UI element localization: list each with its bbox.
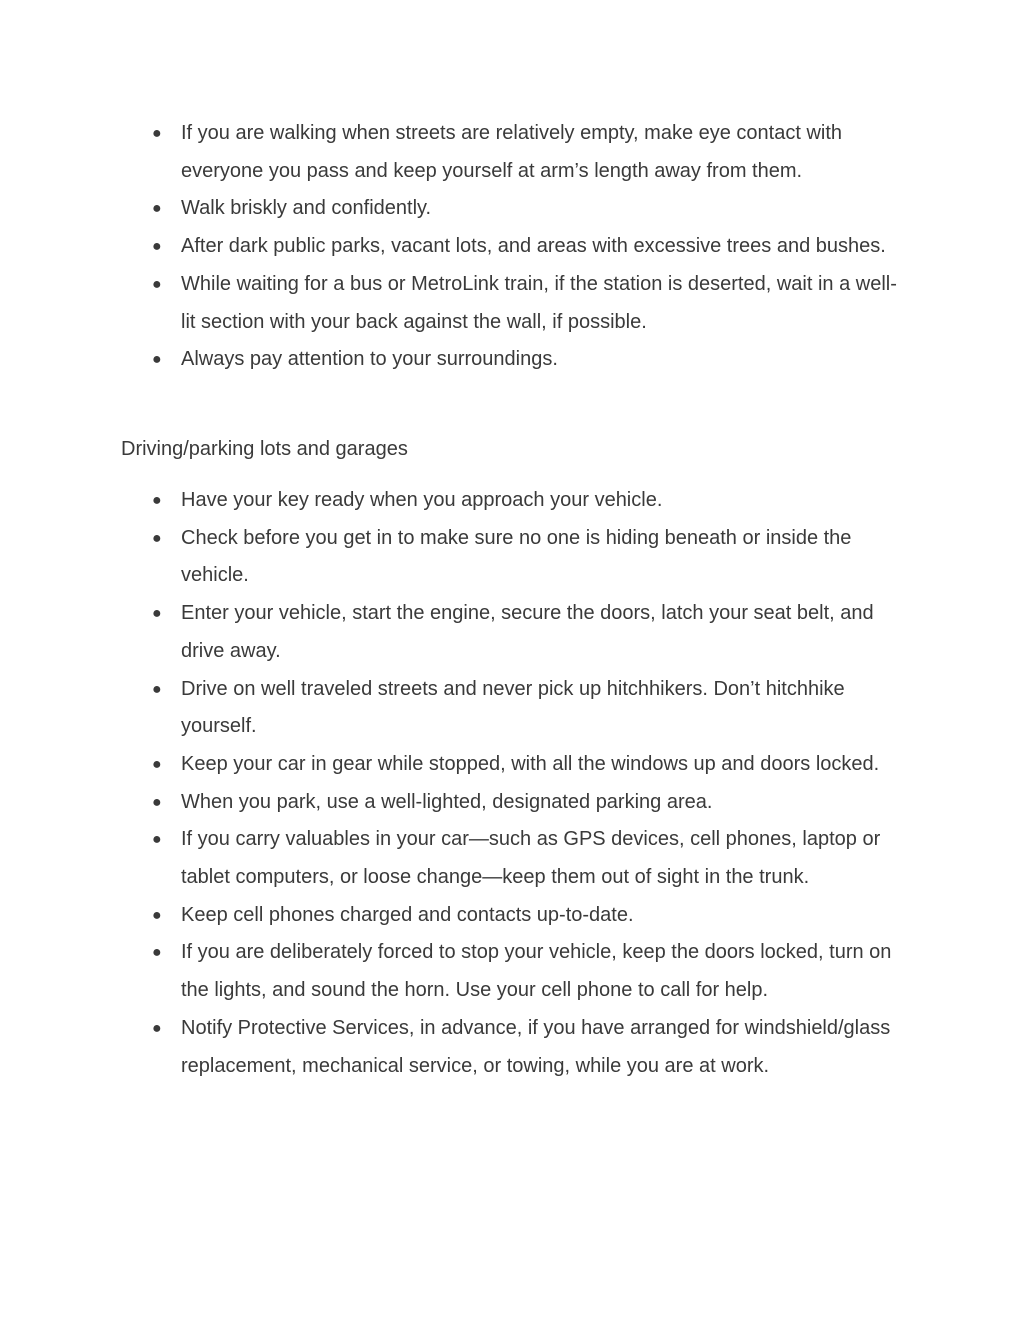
bullet-icon: ● bbox=[152, 529, 162, 547]
list-item-text: After dark public parks, vacant lots, and areas with excessive trees and bushes. bbox=[181, 235, 886, 258]
bullet-icon: ● bbox=[152, 680, 162, 698]
list-item bbox=[121, 115, 911, 190]
list-item-text: Always pay attention to your surroundings. bbox=[181, 348, 558, 371]
list-item-text: If you are deliberately forced to stop your vehicle, keep the doors locked, turn on the lights, and sound the horn. Use your cell phone to call for help. bbox=[181, 941, 892, 1002]
list-item bbox=[121, 520, 911, 595]
bullet-icon: ● bbox=[152, 793, 162, 811]
list-item bbox=[121, 1010, 911, 1085]
bullet-icon: ● bbox=[152, 755, 162, 773]
list-item bbox=[121, 341, 911, 379]
list-item-text: Enter your vehicle, start the engine, secure the doors, latch your seat belt, and drive away. bbox=[181, 602, 874, 662]
list-item-text: Drive on well traveled streets and never pick up hitchhikers. Don’t hitchhike yourself. bbox=[181, 677, 845, 738]
list-item bbox=[121, 190, 911, 228]
list-item bbox=[121, 266, 911, 341]
bullet-icon: ● bbox=[152, 492, 162, 509]
list-item bbox=[121, 746, 911, 784]
section-heading-driving: Driving/parking lots and garages bbox=[121, 438, 408, 460]
list-item bbox=[121, 897, 911, 935]
list-item-text: If you carry valuables in your car—such as GPS devices, cell phones, laptop or tablet computers, or loose change—keep them out of sight in the trunk. bbox=[181, 828, 881, 889]
list-item bbox=[121, 821, 911, 896]
list-item-text: While waiting for a bus or MetroLink train, if the station is deserted, wait in a well-lit section with your back against the wall, if possible. bbox=[181, 272, 897, 333]
list-item bbox=[121, 595, 911, 670]
bullet-icon: ● bbox=[152, 238, 162, 256]
list-item bbox=[121, 934, 911, 1009]
list-item-text: Keep cell phones charged and contacts up-to-date. bbox=[181, 903, 634, 926]
list-item bbox=[121, 482, 911, 520]
list-item bbox=[121, 228, 911, 266]
bullet-icon: ● bbox=[152, 944, 162, 962]
list-item-text: Notify Protective Services, in advance, if you have arranged for windshield/glass replacement, mechanical service, or towing, while you are at work. bbox=[181, 1016, 891, 1077]
bullet-icon: ● bbox=[152, 605, 162, 623]
list-item-text: Walk briskly and confidently. bbox=[181, 197, 432, 220]
bullet-icon: ● bbox=[152, 831, 162, 849]
bullet-icon: ● bbox=[152, 275, 162, 293]
list-item-text: Keep your car in gear while stopped, with all the windows up and doors locked. bbox=[181, 752, 880, 775]
bullet-icon: ● bbox=[152, 351, 162, 369]
list-item-text: If you are walking when streets are relatively empty, make eye contact with everyone you pass and keep yourself at arm’s length away from them. bbox=[181, 122, 843, 182]
list-item-text: Have your key ready when you approach your vehicle. bbox=[181, 489, 663, 511]
list-item-text: Check before you get in to make sure no one is hiding beneath or inside the vehicle. bbox=[181, 526, 852, 587]
bullet-icon: ● bbox=[152, 906, 162, 924]
driving-safety-list bbox=[121, 482, 911, 1085]
list-item bbox=[121, 784, 911, 822]
bullet-icon: ● bbox=[152, 200, 162, 218]
walking-safety-list bbox=[121, 115, 911, 379]
list-item-text: When you park, use a well-lighted, designated parking area. bbox=[181, 790, 713, 813]
list-item bbox=[121, 671, 911, 746]
bullet-icon: ● bbox=[152, 125, 162, 142]
bullet-icon: ● bbox=[152, 1019, 162, 1037]
